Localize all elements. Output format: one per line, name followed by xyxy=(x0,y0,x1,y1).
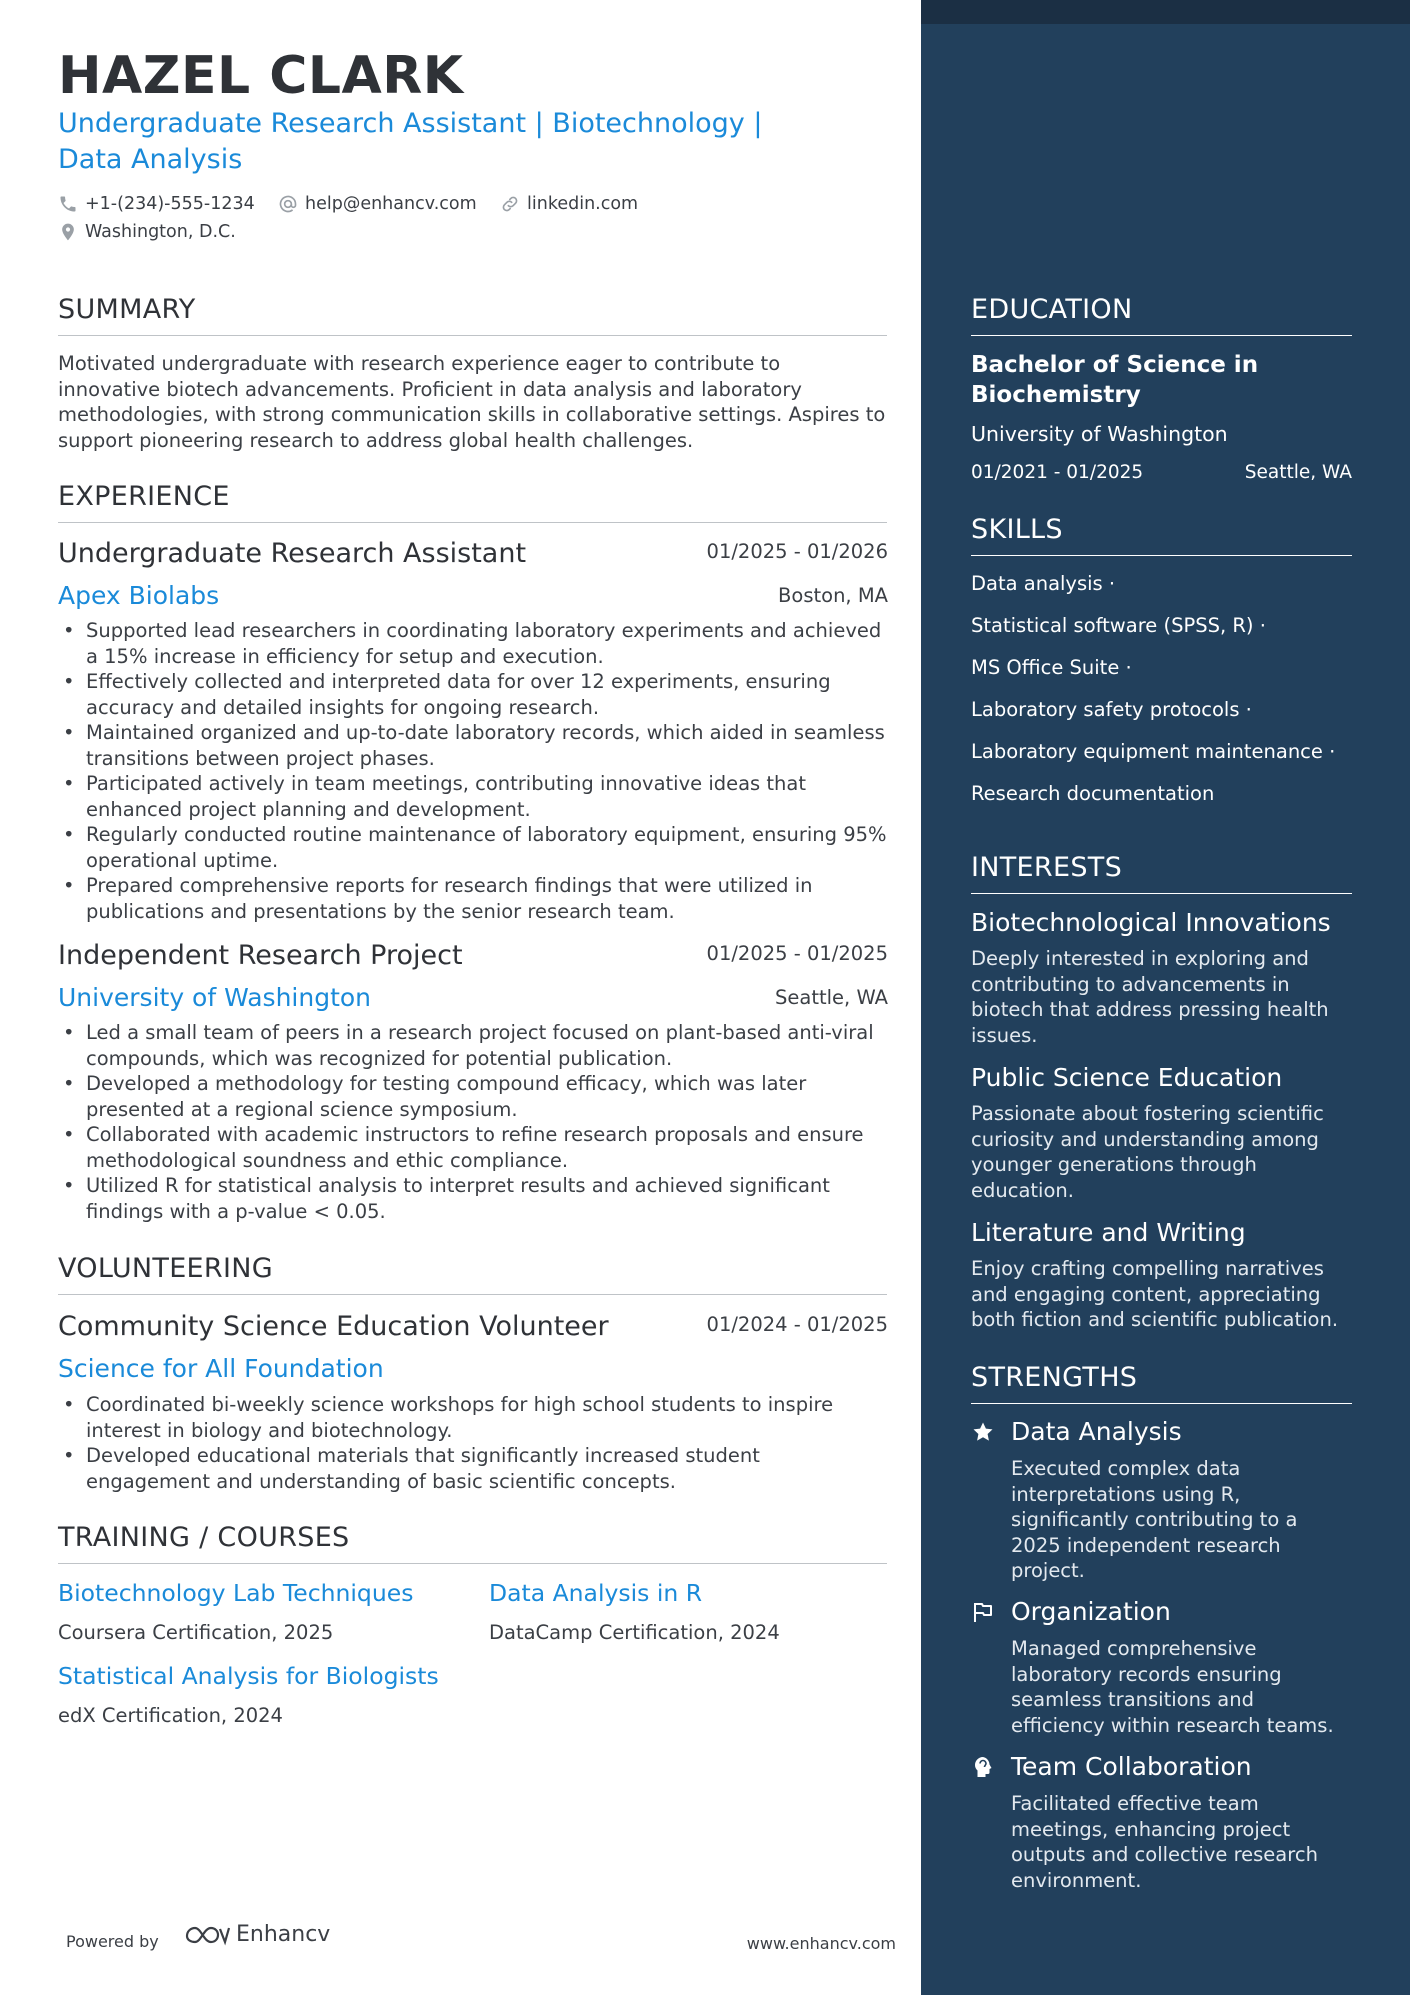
skill-item: Laboratory safety protocols · xyxy=(971,698,1252,721)
enhancv-logo-icon xyxy=(184,1923,230,1947)
education-location: Seattle, WA xyxy=(1244,462,1352,483)
strength-title-1: Data Analysis xyxy=(1011,1417,1182,1446)
interest-text-3: Enjoy crafting compelling narratives and engaging content, appreciating both fiction and scientific publication. xyxy=(971,1257,1339,1331)
skill-item: Research documentation xyxy=(971,782,1215,805)
skill-item: MS Office Suite · xyxy=(971,656,1132,679)
strengths-section-title: STRENGTHS xyxy=(971,1362,1352,1404)
course-title-1: Biotechnology Lab Techniques xyxy=(58,1579,414,1607)
experience-location-2: Seattle, WA xyxy=(775,986,888,1009)
list-item: • Effectively collected and interpreted data for over 12 experiments, ensuring accuracy and detailed insights for ongoing research. xyxy=(58,669,887,720)
experience-dates-1: 01/2025 - 01/2026 xyxy=(706,540,888,563)
experience-company-1: Apex Biolabs xyxy=(58,581,220,610)
course-title-2: Data Analysis in R xyxy=(489,1579,703,1607)
location-text: Washington, D.C. xyxy=(85,222,236,242)
experience-company-2: University of Washington xyxy=(58,983,372,1012)
interest-text-1: Deeply interested in exploring and contributing to advancements in biotech that address pressing health issues. xyxy=(971,947,1329,1047)
course-detail-3: edX Certification, 2024 xyxy=(58,1704,283,1727)
main-column xyxy=(58,0,896,1995)
skill-item: Laboratory equipment maintenance · xyxy=(971,740,1336,763)
degree-line-1: Bachelor of Science in xyxy=(971,352,1259,378)
volunteering-dates: 01/2024 - 01/2025 xyxy=(706,1313,888,1336)
volunteering-section-title: VOLUNTEERING xyxy=(58,1253,887,1295)
footer-url[interactable]: www.enhancv.com xyxy=(746,1934,896,1953)
list-item: • Led a small team of peers in a research project focused on plant-based anti-viral compounds, which was recognized for potential publication. xyxy=(58,1020,887,1071)
summary-text: Motivated undergraduate with research experience eager to contribute to innovative biotech advancements. Proficient in data analysis and laboratory methodologies, with strong communication skills in collaborative settings. Aspires to support pioneering research to address global health challenges. xyxy=(58,352,886,452)
list-item: • Participated actively in team meetings, contributing innovative ideas that enhanced project planning and development. xyxy=(58,771,887,822)
list-item: • Utilized R for statistical analysis to interpret results and achieved significant findings with a p-value < 0.05. xyxy=(58,1173,887,1224)
enhancv-logo-text: Enhancv xyxy=(236,1922,331,1947)
list-item: • Supported lead researchers in coordinating laboratory experiments and achieved a 15% increase in efficiency for setup and execution. xyxy=(58,618,887,669)
list-item: • Developed a methodology for testing compound efficacy, which was later presented at a regional science symposium. xyxy=(58,1071,887,1122)
education-section-title: EDUCATION xyxy=(971,294,1352,336)
skill-item: Data analysis · xyxy=(971,572,1116,595)
course-detail-2: DataCamp Certification, 2024 xyxy=(489,1621,780,1644)
interests-section-title: INTERESTS xyxy=(971,852,1352,894)
list-item: • Prepared comprehensive reports for research findings that were utilized in publications and presentations by the senior research team. xyxy=(58,873,887,924)
headline-line-2: Data Analysis xyxy=(58,144,243,175)
interest-title-2: Public Science Education xyxy=(971,1063,1283,1092)
star-icon xyxy=(971,1420,995,1444)
interest-title-1: Biotechnological Innovations xyxy=(971,908,1331,937)
at-icon xyxy=(278,194,298,214)
strength-text-2: Managed comprehensive laboratory records ensuring seamless transitions and efficiency within research teams. xyxy=(1011,1637,1334,1737)
experience-bullets-2 xyxy=(58,1020,887,1224)
experience-location-1: Boston, MA xyxy=(778,584,888,607)
powered-by-label: Powered by xyxy=(66,1932,159,1951)
location-pin-icon xyxy=(58,222,78,242)
volunteering-role: Community Science Education Volunteer xyxy=(58,1311,609,1342)
list-item: • Coordinated bi-weekly science workshops for high school students to inspire interest in biology and biotechnology. xyxy=(58,1392,887,1443)
course-title-3: Statistical Analysis for Biologists xyxy=(58,1662,439,1690)
email-text: help@enhancv.com xyxy=(305,194,477,214)
link-icon xyxy=(500,194,520,214)
education-dates: 01/2021 - 01/2025 xyxy=(971,462,1144,483)
experience-role-2: Independent Research Project xyxy=(58,940,463,971)
phone-text: +1-(234)-555-1234 xyxy=(85,194,255,214)
phone-icon xyxy=(58,194,78,214)
experience-bullets-1 xyxy=(58,618,887,924)
volunteering-bullets xyxy=(58,1392,887,1494)
training-section-title: TRAINING / COURSES xyxy=(58,1522,887,1564)
flag-icon xyxy=(971,1600,995,1624)
strength-text-3: Facilitated effective team meetings, enhancing project outputs and collective research environment. xyxy=(1011,1792,1318,1892)
skills-section-title: SKILLS xyxy=(971,514,1352,556)
experience-dates-2: 01/2025 - 01/2025 xyxy=(706,942,888,965)
list-item: • Developed educational materials that significantly increased student engagement and understanding of basic scientific concepts. xyxy=(58,1443,887,1494)
skill-item: Statistical software (SPSS, R) · xyxy=(971,614,1266,637)
email-contact[interactable] xyxy=(278,194,477,214)
headline-line-1: Undergraduate Research Assistant | Biotechnology | xyxy=(58,108,763,139)
summary-section-title: SUMMARY xyxy=(58,294,887,336)
sidebar xyxy=(921,0,1410,1995)
head-icon xyxy=(971,1755,995,1779)
experience-section-title: EXPERIENCE xyxy=(58,481,887,523)
interest-title-3: Literature and Writing xyxy=(971,1218,1246,1247)
list-item: • Collaborated with academic instructors to refine research proposals and ensure methodological soundness and ethic compliance. xyxy=(58,1122,887,1173)
headline xyxy=(58,106,828,178)
volunteering-organization: Science for All Foundation xyxy=(58,1354,384,1383)
list-item: • Maintained organized and up-to-date laboratory records, which aided in seamless transitions between project phases. xyxy=(58,720,887,771)
list-item: • Regularly conducted routine maintenance of laboratory equipment, ensuring 95% operational uptime. xyxy=(58,822,887,873)
degree-line-2: Biochemistry xyxy=(971,382,1141,408)
course-detail-1: Coursera Certification, 2025 xyxy=(58,1621,334,1644)
education-degree xyxy=(971,350,1352,410)
strength-text-1: Executed complex data interpretations using R, significantly contributing to a 2025 independent research project. xyxy=(1011,1457,1298,1582)
linkedin-contact[interactable] xyxy=(500,194,638,214)
enhancv-logo[interactable] xyxy=(184,1922,330,1947)
strength-title-2: Organization xyxy=(1011,1597,1171,1626)
education-school: University of Washington xyxy=(971,422,1228,446)
sidebar-top-bar xyxy=(921,0,1410,24)
interest-text-2: Passionate about fostering scientific curiosity and understanding among younger generations through education. xyxy=(971,1102,1324,1202)
location-contact xyxy=(58,222,236,242)
candidate-name: HAZEL CLARK xyxy=(58,46,464,106)
linkedin-text: linkedin.com xyxy=(527,194,639,214)
phone-contact[interactable] xyxy=(58,194,255,214)
experience-role-1: Undergraduate Research Assistant xyxy=(58,538,527,569)
strength-title-3: Team Collaboration xyxy=(1011,1752,1252,1781)
